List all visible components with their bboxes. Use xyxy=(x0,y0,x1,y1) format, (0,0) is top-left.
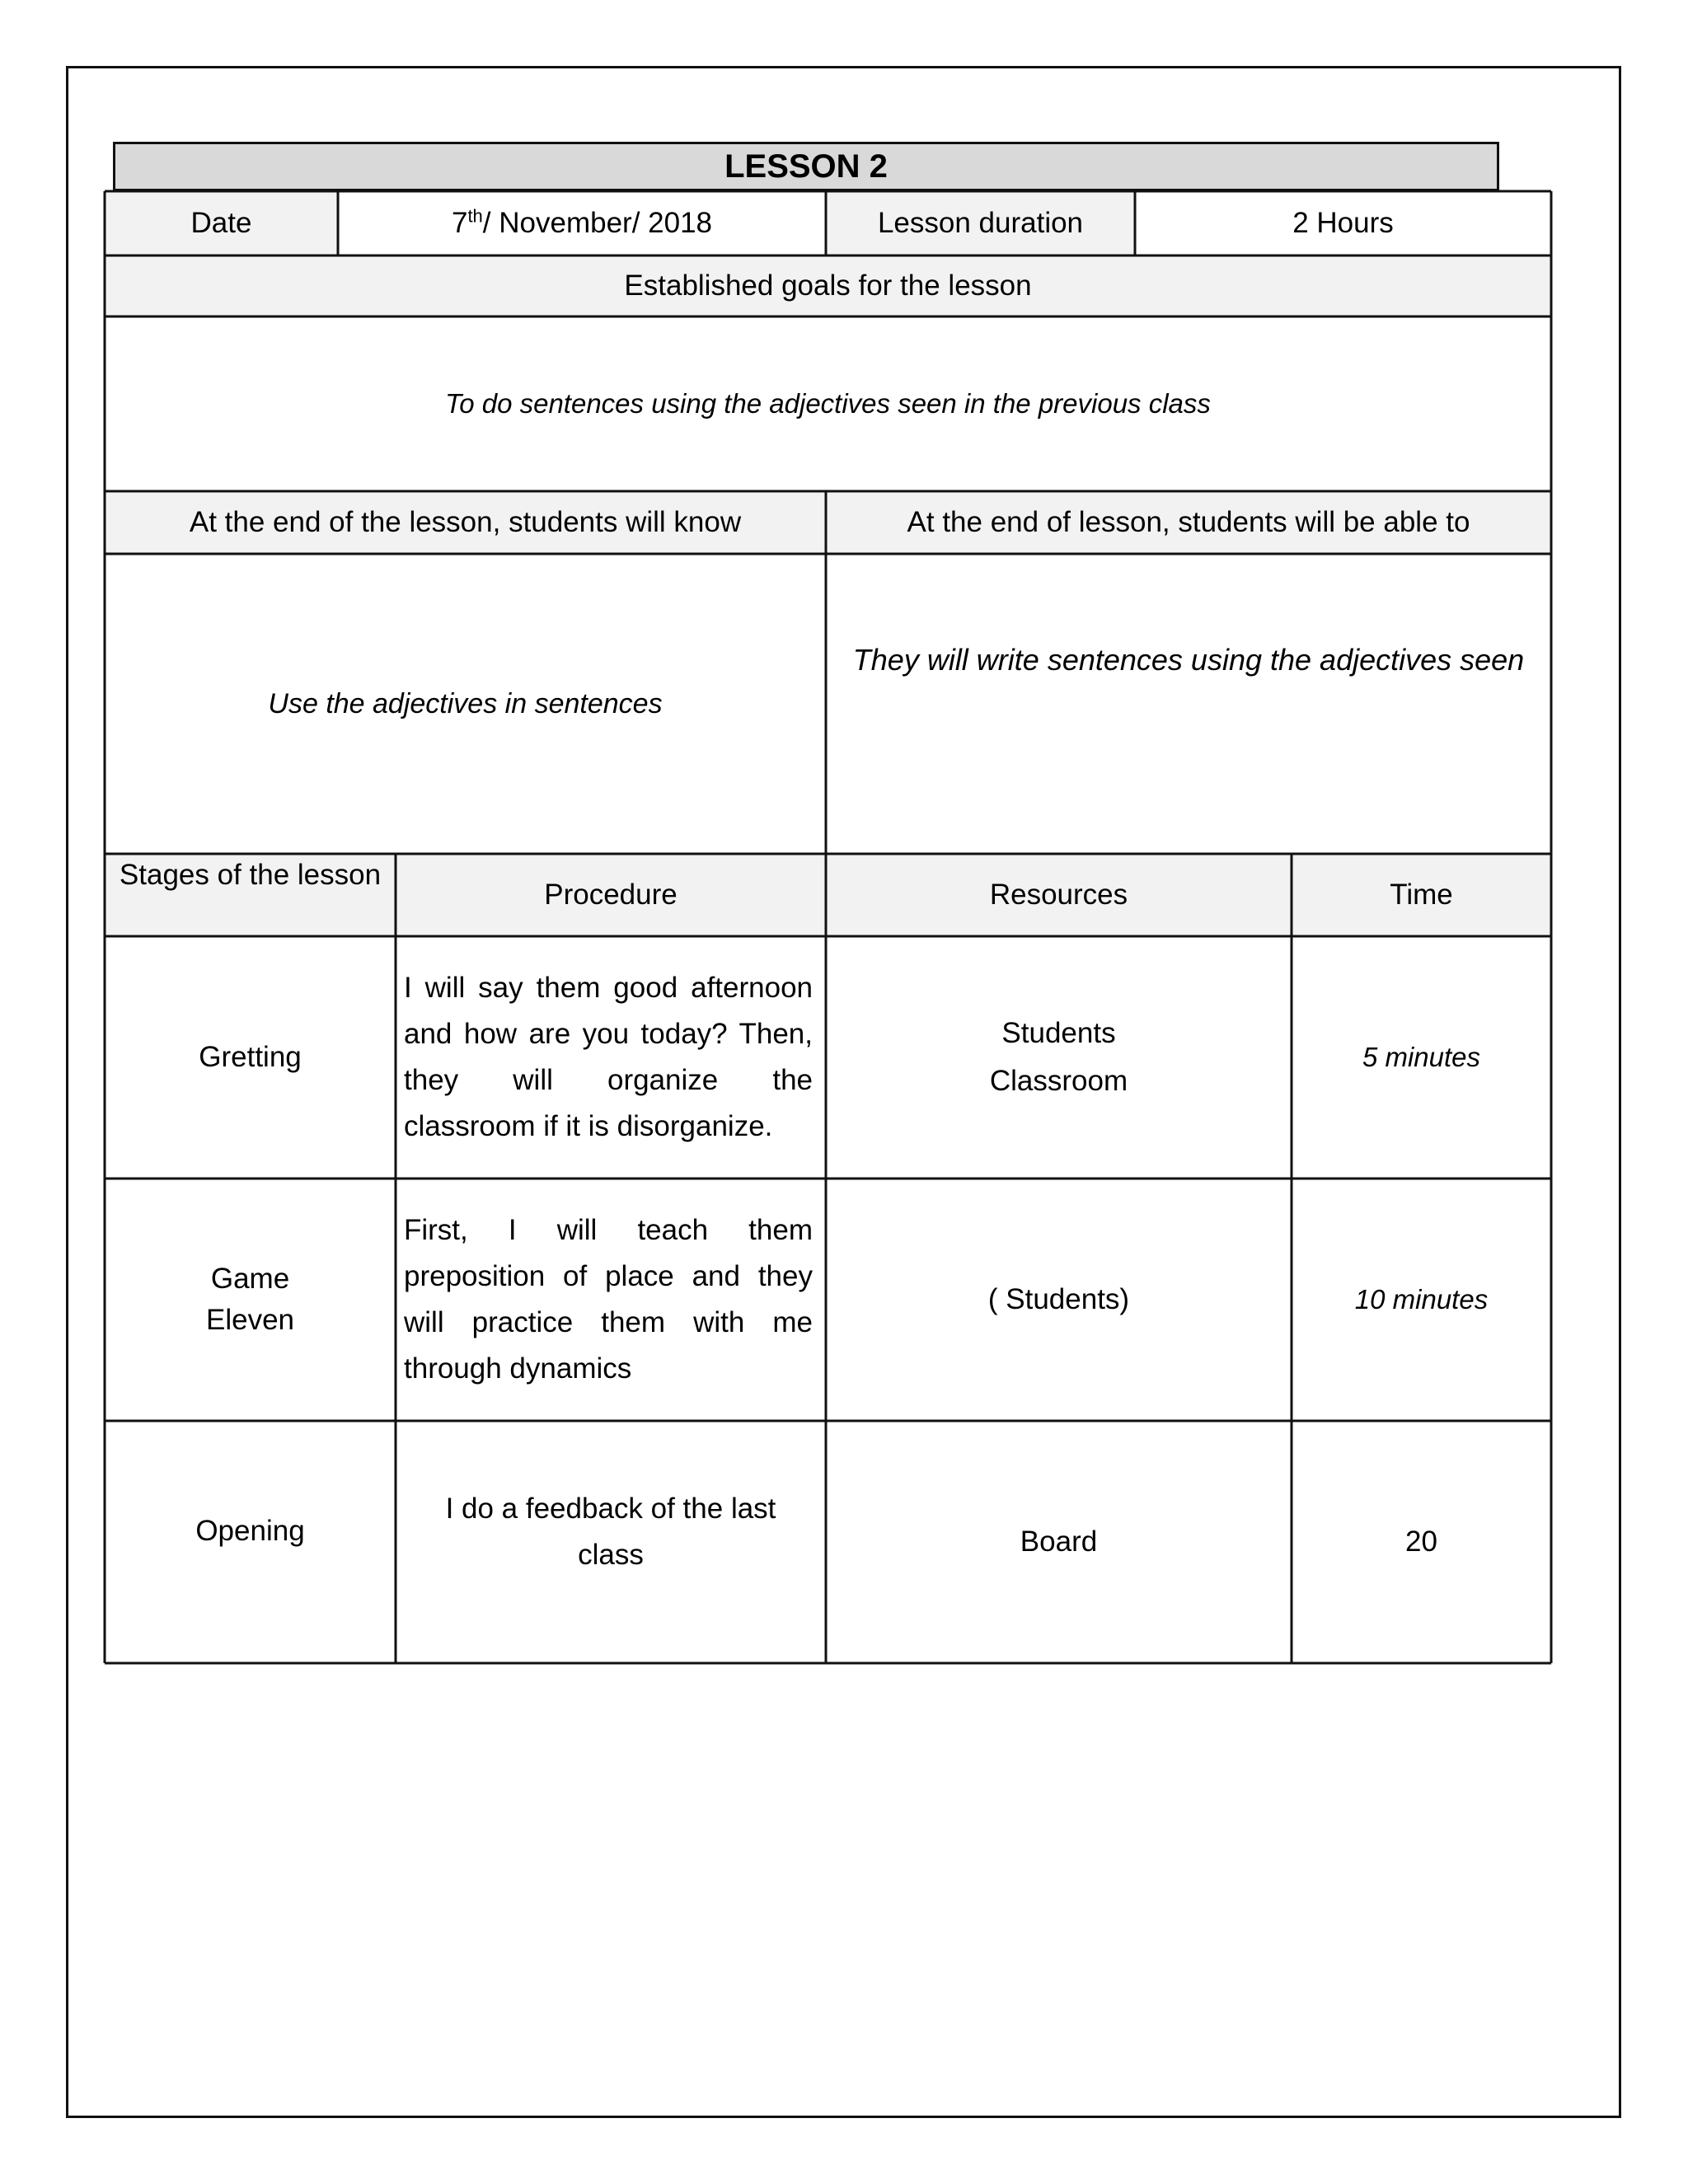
stages-header-cell xyxy=(105,854,396,936)
table-row-3-resources xyxy=(826,1421,1292,1663)
resource-item: Classroom xyxy=(989,1065,1128,1097)
table-row-1-stage xyxy=(105,936,396,1179)
resource-item: Board xyxy=(1020,1526,1098,1558)
lesson-title: LESSON 2 xyxy=(113,142,1499,191)
know-label: At the end of the lesson, students will know xyxy=(189,506,742,538)
date-suffix: th xyxy=(467,205,483,227)
know-text-cell xyxy=(105,554,826,854)
procedure-text: I will say them good afternoon and how are you today? Then, they will organize the classroom if it is disorganize. xyxy=(404,972,813,1142)
stages-header: Stages of the lesson xyxy=(119,859,382,891)
resource-item: Students xyxy=(1001,1017,1116,1049)
procedure-header-cell xyxy=(396,854,826,936)
table-row-1-procedure xyxy=(396,936,826,1179)
resources-header-cell xyxy=(826,854,1292,936)
table-row-3-procedure xyxy=(396,1421,826,1663)
procedure-text: I do a feedback of the last class xyxy=(445,1493,776,1571)
date-value xyxy=(452,207,712,240)
time-header-cell xyxy=(1292,854,1551,936)
duration-label: Lesson duration xyxy=(877,207,1084,239)
duration-value: 2 Hours xyxy=(1292,207,1394,239)
able-text-cell xyxy=(826,554,1551,854)
date-value-cell xyxy=(338,191,826,255)
stage-text: Gretting xyxy=(199,1041,302,1073)
stage-text: Eleven xyxy=(205,1304,295,1336)
time-text: 5 minutes xyxy=(1362,1042,1481,1072)
table-row-2-time xyxy=(1292,1179,1551,1421)
stage-text: Game xyxy=(210,1263,290,1295)
date-rest: / November/ 2018 xyxy=(482,207,713,239)
table-row-2-stage xyxy=(105,1179,396,1421)
time-header: Time xyxy=(1390,879,1453,911)
table-row-3-time xyxy=(1292,1421,1551,1663)
date-label: Date xyxy=(190,207,252,239)
table-row-2-resources xyxy=(826,1179,1292,1421)
table-row-3-stage xyxy=(105,1421,396,1663)
stage-text: Opening xyxy=(195,1515,305,1547)
procedure-text: First, I will teach them preposition of place and they will practice them with me through dynamics xyxy=(404,1214,813,1385)
know-text: Use the adjectives in sentences xyxy=(268,687,663,719)
goals-label-cell xyxy=(105,255,1551,316)
duration-value-cell xyxy=(1135,191,1551,255)
resource-item: ( Students) xyxy=(987,1283,1130,1315)
duration-label-cell xyxy=(826,191,1135,255)
date-day: 7 xyxy=(451,207,468,239)
goals-text-cell xyxy=(105,316,1551,491)
resources-header: Resources xyxy=(989,879,1128,911)
table-row-1-time xyxy=(1292,936,1551,1179)
able-text: They will write sentences using the adjectives seen xyxy=(852,643,1525,677)
time-text: 20 xyxy=(1405,1526,1437,1558)
able-label-cell xyxy=(826,491,1551,554)
time-text: 10 minutes xyxy=(1354,1284,1489,1315)
able-label: At the end of lesson, students will be able to xyxy=(907,506,1470,538)
know-label-cell xyxy=(105,491,826,554)
date-label-cell xyxy=(105,191,338,255)
procedure-header: Procedure xyxy=(544,879,678,911)
table-row-1-resources xyxy=(826,936,1292,1179)
goals-text: To do sentences using the adjectives seen in the previous class xyxy=(445,388,1211,419)
goals-label: Established goals for the lesson xyxy=(624,269,1032,302)
table-row-2-procedure xyxy=(396,1179,826,1421)
